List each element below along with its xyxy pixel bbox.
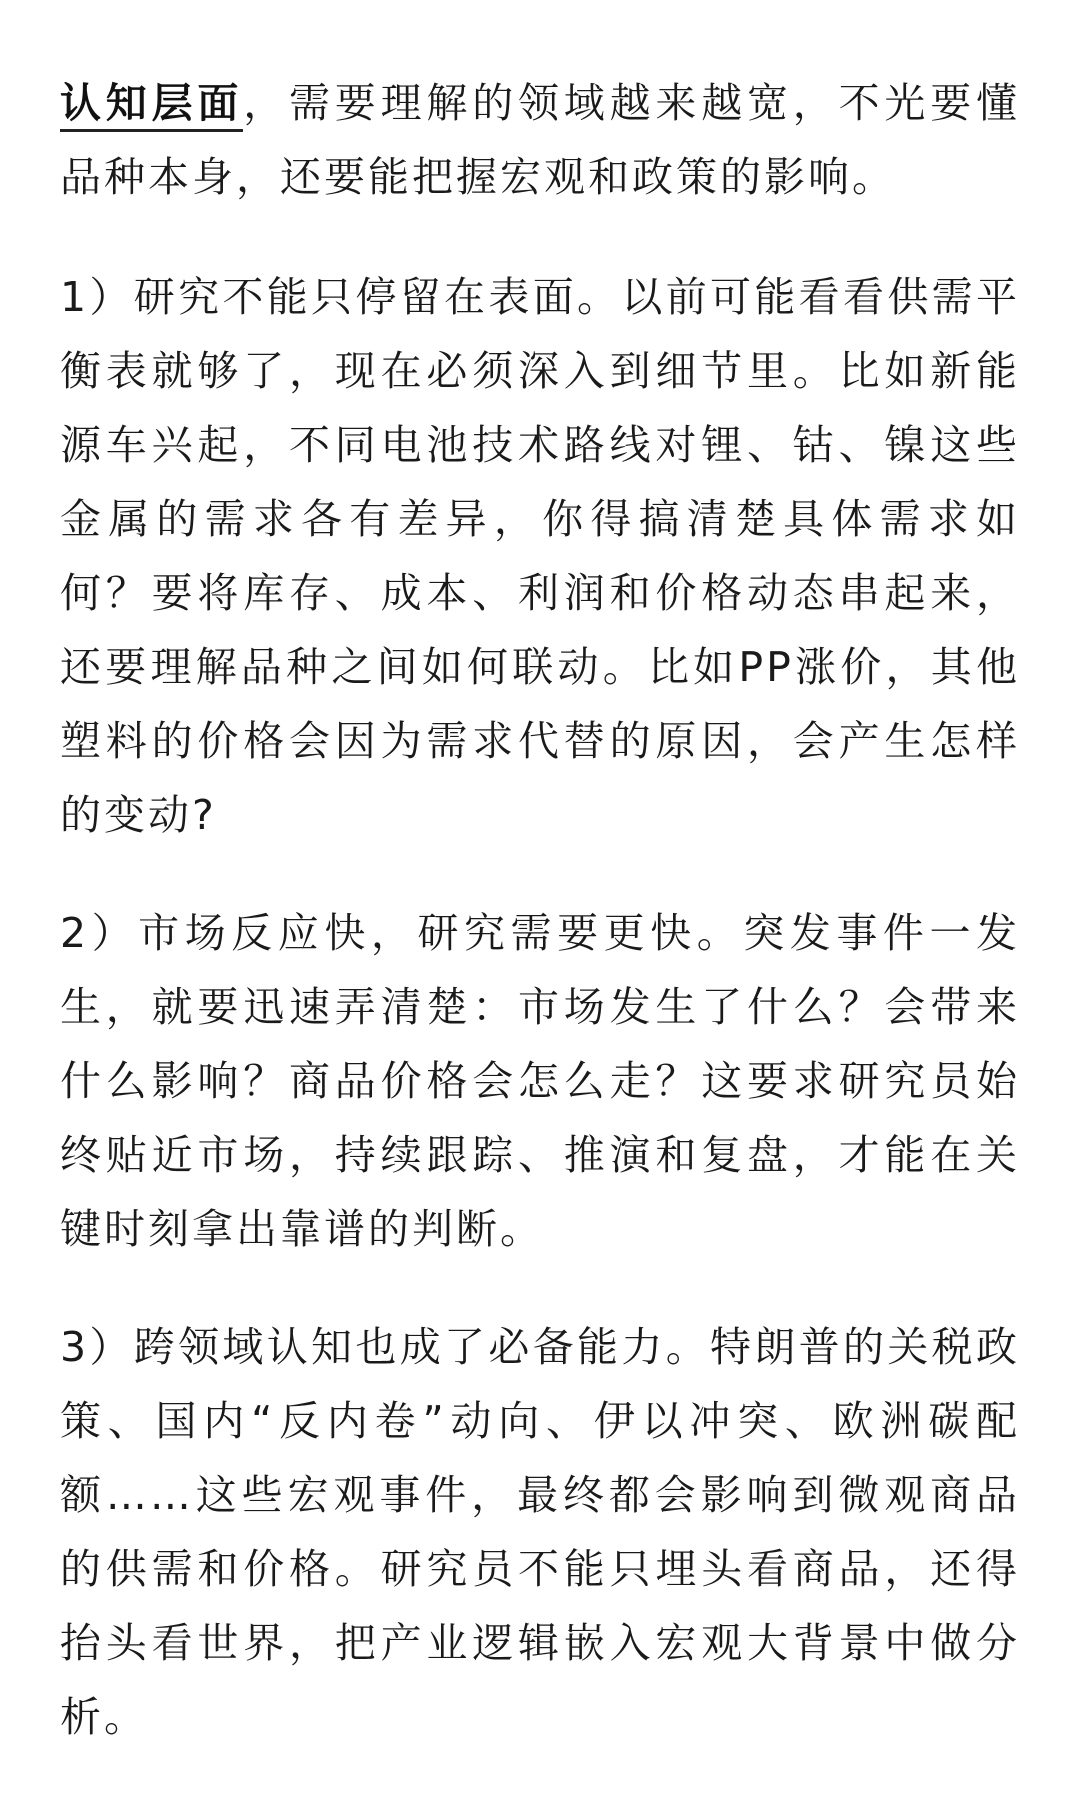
intro-paragraph (60, 66, 1020, 214)
intro-text: ，需要理解的领域越来越宽，不光要懂品种本身，还要能把握宏观和政策的影响。 (60, 79, 1021, 201)
point-paragraph-3: 3）跨领域认知也成了必备能力。特朗普的关税政策、国内“反内卷”动向、伊以冲突、欧洲碳配额……这些宏观事件，最终都会影响到微观商品的供需和价格。研究员不能只埋头看商品，还得抬头看世界，把产业逻辑嵌入宏观大背景中做分析。 (60, 1323, 1020, 1741)
point-paragraph-1: 1）研究不能只停留在表面。以前可能看看供需平衡表就够了，现在必须深入到细节里。比如新能源车兴起，不同电池技术路线对锂、钴、镍这些金属的需求各有差异，你得搞清楚具体需求如何？要将库存、成本、利润和价格动态串起来，还要理解品种之间如何联动。比如PP涨价，其他塑料的价格会因为需求代替的原因，会产生怎样的变动? (60, 273, 1020, 839)
highlighted-term: 认知层面 (60, 79, 243, 132)
point-paragraph-2: 2）市场反应快，研究需要更快。突发事件一发生，就要迅速弄清楚：市场发生了什么？会带来什么影响？商品价格会怎么走？这要求研究员始终贴近市场，持续跟踪、推演和复盘，才能在关键时刻拿出靠谱的判断。 (60, 909, 1020, 1253)
